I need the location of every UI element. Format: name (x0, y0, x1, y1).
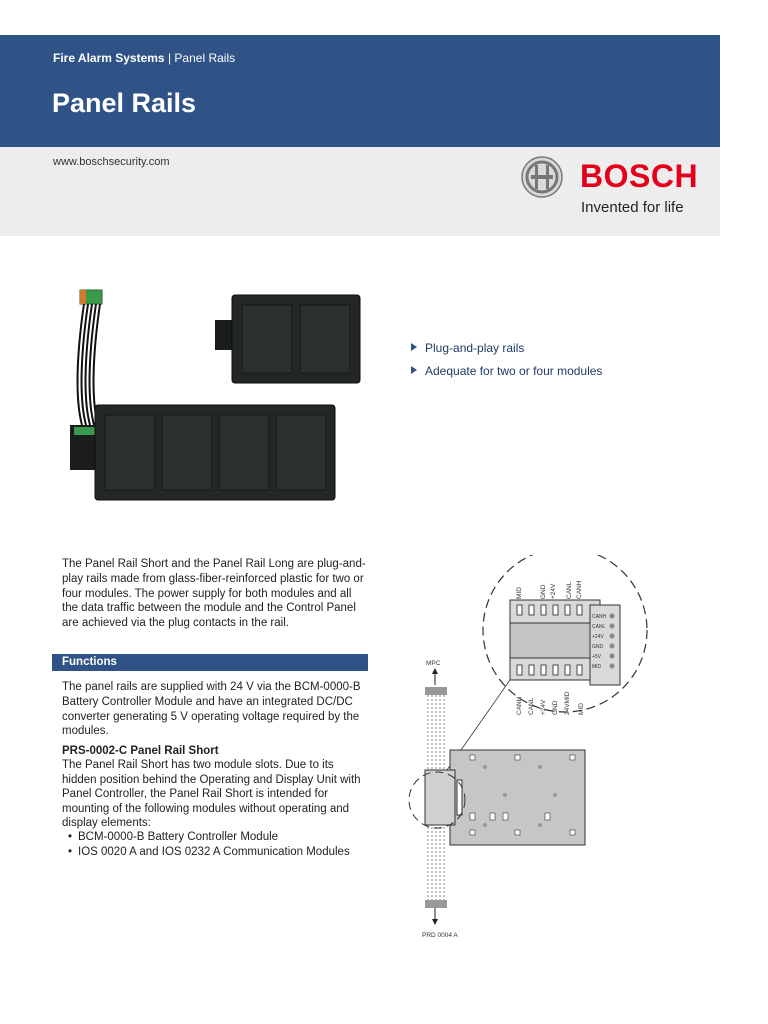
pin-label: GND (540, 584, 547, 599)
pin-label: +24V (592, 634, 604, 640)
prs-paragraph: The Panel Rail Short has two module slots. Due to its hidden position behind the Operating and Display Unit with Panel Controller, the Panel Rail Short is intended for mounting of the following modules without operating and display elements: (62, 759, 361, 830)
pin-label: MID (516, 587, 523, 599)
feature-text: Adequate for two or four modules (425, 364, 603, 378)
pin-label: MID (578, 703, 585, 715)
pin-label: +24V (540, 699, 547, 715)
breadcrumb-separator: | (167, 51, 172, 65)
pin-label: 24VMID (564, 691, 571, 715)
pin-label: +5V (592, 654, 602, 660)
prd-label: PRD 0004 A (422, 932, 458, 939)
wiring-diagram (395, 555, 670, 945)
list-item: • BCM-0000-B Battery Controller Module (62, 830, 350, 845)
breadcrumb-category: Fire Alarm Systems (53, 51, 165, 65)
breadcrumb-section: Panel Rails (174, 51, 236, 65)
pin-label: CANL (528, 697, 535, 715)
pin-label: GND (592, 644, 604, 650)
bullet-arrow-icon (411, 366, 417, 374)
pin-label: CANH (576, 580, 583, 599)
feature-text: Plug-and-play rails (425, 341, 525, 355)
intro-paragraph: The Panel Rail Short and the Panel Rail Long are plug-and-play rails made from glass-fiber-reinforced plastic for two or four modules. The power supply for both modules and all the data traffic between the module and the Control Panel are achieved via the plug contacts in the rail. (62, 558, 366, 630)
pin-label: CANL (566, 581, 573, 599)
pin-label: MID (592, 664, 602, 670)
pin-label: CANH (516, 696, 523, 715)
feature-item (411, 364, 602, 378)
bosch-armature-icon (520, 155, 564, 199)
functions-paragraph: The panel rails are supplied with 24 V via the BCM-0000-B Battery Controller Module and have an integrated DC/DC converter generating 5 V operating voltage required by the modules. (62, 681, 361, 738)
breadcrumb (53, 51, 235, 65)
tagline: Invented for life (581, 199, 684, 216)
module-list (62, 830, 350, 859)
bosch-logo-text: BOSCH (580, 158, 699, 194)
pin-label: +24V (550, 583, 557, 599)
pin-label: CANH (592, 614, 607, 620)
page-title: Panel Rails (52, 88, 197, 118)
pin-label: GND (552, 700, 559, 715)
website-link[interactable]: www.boschsecurity.com (53, 156, 170, 168)
bullet-arrow-icon (411, 343, 417, 351)
mpc-label: MPC (426, 660, 441, 667)
prs-heading: PRS-0002-C Panel Rail Short (62, 745, 219, 757)
panel-rails-photo (70, 285, 370, 510)
list-item: • IOS 0020 A and IOS 0232 A Communication Modules (62, 845, 350, 860)
pin-label: CANL (592, 624, 606, 630)
feature-item (411, 341, 524, 355)
functions-heading: Functions (62, 656, 117, 668)
